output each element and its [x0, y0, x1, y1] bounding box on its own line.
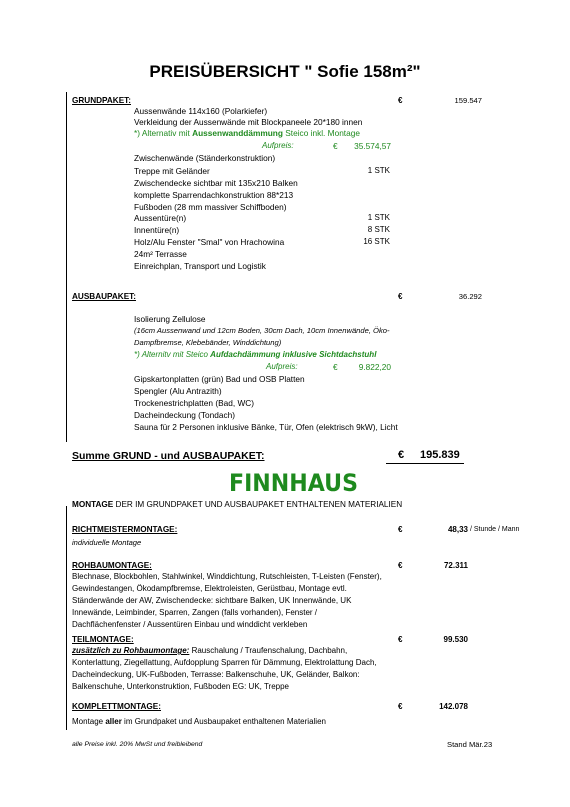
- grundpaket-label: GRUNDPAKET:: [72, 96, 131, 105]
- grund-item-3: Zwischenwände (Ständerkonstruktion): [134, 153, 276, 163]
- summe-underline: [386, 463, 464, 464]
- ausbau-isolierung-detail-1: (16cm Aussenwand und 12cm Boden, 30cm Dach, 10cm Innenwände, Öko-: [134, 326, 390, 335]
- finnhaus-logo: FINNHAUS: [229, 469, 358, 497]
- grund-qty-treppe: 1 STK: [367, 166, 390, 175]
- summe-currency: €: [398, 449, 405, 461]
- rohbau-label: ROHBAUMONTAGE:: [72, 561, 152, 570]
- summe-value: 195.839: [420, 449, 460, 461]
- ausbau-aufpreis-value: 9.822,20: [358, 362, 391, 372]
- left-rule-bottom: [66, 506, 67, 730]
- komplett-currency: €: [398, 702, 403, 711]
- richtmeister-desc: individuelle Montage: [72, 538, 142, 547]
- richtmeister-label: RICHTMEISTERMONTAGE:: [72, 525, 178, 534]
- ausbau-item-2: Spengler (Alu Antrazith): [134, 386, 222, 396]
- grund-aufpreis-currency: €: [333, 141, 338, 151]
- grund-item-11: 24m² Terrasse: [134, 249, 187, 259]
- ausbau-isolierung-detail-2: Dampfbremse, Klebebänder, Winddichtung): [134, 338, 282, 347]
- rohbau-desc: Blechnase, Blockbohlen, Stahlwinkel, Winddichtung, Rutschleisten, T-Leisten (Fenster), Gewindestangen, Ökodampfbremse, Elektroleisten, Gerüstbau, Montage evtl. Ständerwände der AW, Zwischendecke: sichtbare Balken, UK Innenwände, UK Innewände, Leimbinder, Sparren, Zangen (falls vorhanden), Fenster / Dachflächenfenster / Aussentüren Einbau und winddicht verkleben: [72, 572, 382, 629]
- footer-note: alle Preise inkl. 20% MwSt und freibleibend: [72, 741, 203, 748]
- summe-label: Summe GRUND - und AUSBAUPAKET:: [72, 450, 265, 462]
- grund-qty-innentuer: 8 STK: [367, 225, 390, 234]
- grund-item-6: komplette Sparrendachkonstruktion 88*213: [134, 190, 294, 200]
- grund-qty-fenster: 16 STK: [363, 237, 390, 246]
- grund-item-5: Zwischendecke sichtbar mit 135x210 Balken: [134, 178, 298, 188]
- grund-aufpreis-value: 35.574,57: [354, 141, 391, 151]
- teilmontage-desc: zusätzlich zu Rohbaumontage: Rauschalung / Traufenschalung, Dachbahn, Konterlattung, Ziegellattung, Aufdopplung Sparren für Dämmung, Elektrolattung Dach, Dacheindeckung, UK-Fußboden, Terrasse: Balkenschuhe, UK, Geländer, Balkon: Balkenschuhe, Unterkonstruktion, Fußboden EG: UK, Treppe: [72, 646, 377, 691]
- grund-item-2: Verkleidung der Aussenwände mit Blockpaneele 20*180 innen: [134, 117, 363, 127]
- grund-item-9: Innentüre(n): [134, 225, 180, 235]
- grund-aufpreis-label: Aufpreis:: [262, 141, 294, 150]
- ausbaupaket-price: 36.292: [458, 292, 482, 301]
- page-title: PREISÜBERSICHT " Sofie 158m²": [149, 62, 421, 81]
- rohbau-currency: €: [398, 561, 403, 570]
- komplett-price: 142.078: [439, 702, 468, 711]
- grund-item-12: Einreichplan, Transport und Logistik: [134, 261, 266, 271]
- grund-qty-aussentuer: 1 STK: [367, 213, 390, 222]
- richtmeister-price: 48,33: [447, 525, 468, 534]
- ausbau-item-5: Sauna für 2 Personen inklusive Bänke, Tür, Ofen (elektrisch 9kW), Licht: [134, 422, 398, 432]
- ausbau-item-1: Gipskartonplatten (grün) Bad und OSB Platten: [134, 374, 305, 384]
- ausbau-aufpreis-label: Aufpreis:: [266, 362, 298, 371]
- grund-item-10: Holz/Alu Fenster "Smal" von Hrachowina: [134, 237, 285, 247]
- ausbaupaket-label: AUSBAUPAKET:: [72, 292, 136, 301]
- richtmeister-currency: €: [398, 525, 403, 534]
- ausbau-item-3: Trockenestrichplatten (Bad, WC): [134, 398, 255, 408]
- left-rule-top: [66, 92, 67, 442]
- komplett-label: KOMPLETTMONTAGE:: [72, 702, 161, 711]
- grund-item-7: Fußboden (28 mm massiver Schiffboden): [134, 202, 287, 212]
- grundpaket-currency: €: [398, 96, 403, 105]
- grund-item-1: Aussenwände 114x160 (Polarkiefer): [134, 106, 268, 116]
- ausbau-isolierung: Isolierung Zellulose: [134, 314, 206, 324]
- komplett-desc: Montage aller im Grundpaket und Ausbaupaket enthaltenen Materialien: [72, 717, 326, 726]
- grundpaket-price: 159.547: [454, 96, 482, 105]
- richtmeister-unit: / Stunde / Mann: [470, 526, 520, 533]
- rohbau-price: 72.311: [443, 561, 468, 570]
- footer-stand: Stand Mär.23: [447, 740, 493, 749]
- teilmontage-price: 99.530: [443, 635, 468, 644]
- montage-heading: MONTAGE DER IM GRUNDPAKET UND AUSBAUPAKET ENTHALTENEN MATERIALIEN: [72, 500, 403, 509]
- ausbau-item-4: Dacheindeckung (Tondach): [134, 410, 236, 420]
- ausbau-alternative: *) Alternitv mit Steico Aufdachdämmung inklusive Sichtdachstuhl: [134, 350, 377, 359]
- ausbaupaket-currency: €: [398, 292, 403, 301]
- grund-alternative: *) Alternativ mit Aussenwanddämmung Steico inkl. Montage: [134, 128, 360, 138]
- teilmontage-label: TEILMONTAGE:: [72, 635, 134, 644]
- teilmontage-currency: €: [398, 635, 403, 644]
- grund-item-8: Aussentüre(n): [134, 213, 187, 223]
- grund-item-4: Treppe mit Geländer: [134, 166, 210, 176]
- ausbau-aufpreis-currency: €: [333, 362, 338, 372]
